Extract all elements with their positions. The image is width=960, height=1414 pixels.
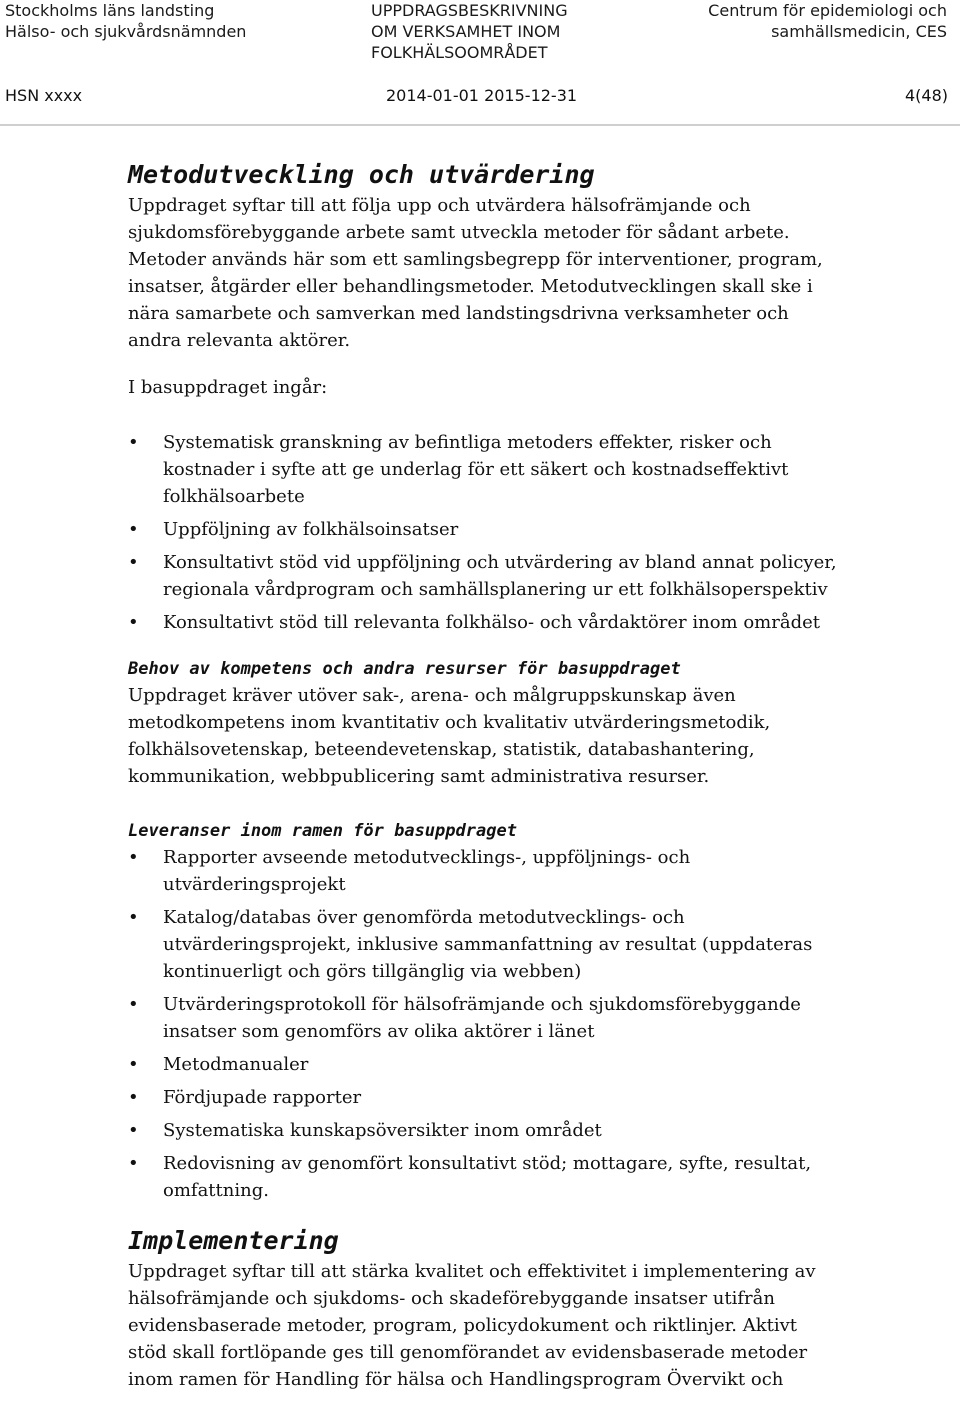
text-line: Uppföljning av folkhälsoinsatser	[163, 519, 459, 540]
bullet-icon: •	[128, 1087, 139, 1108]
header-dept-line-1: Centrum för epidemiologi och	[708, 1, 947, 20]
metodutveckling-paragraph	[128, 192, 948, 354]
header-doctype-line-1: UPPDRAGSBESKRIVNING	[371, 1, 568, 20]
text-line: Metodmanualer	[163, 1054, 309, 1075]
implementering-paragraph	[128, 1258, 948, 1393]
document-meta-row	[0, 85, 960, 109]
header-org-line-1: Stockholms läns landsting	[5, 1, 215, 20]
text-line: Utvärderingsprotokoll för hälsofrämjande och sjukdomsförebyggande	[163, 994, 801, 1015]
text-line: omfattning.	[163, 1180, 269, 1201]
text-line: Systematisk granskning av befintliga metoders effekter, risker och	[163, 432, 772, 453]
list-item	[128, 1084, 948, 1111]
section-title-metodutveckling: Metodutveckling och utvärdering	[128, 160, 595, 189]
basuppdrag-list	[128, 429, 948, 636]
bullet-icon: •	[128, 994, 139, 1015]
text-line: Rapporter avseende metodutvecklings-, uppföljnings- och	[163, 847, 691, 868]
text-line: folkhälsoarbete	[163, 486, 305, 507]
text-line: andra relevanta aktörer.	[128, 330, 351, 351]
text-line: sjukdomsförebyggande arbete samt utveckla metoder för sådant arbete.	[128, 222, 790, 243]
bullet-icon: •	[128, 432, 139, 453]
list-item	[128, 1117, 948, 1144]
behov-paragraph	[128, 682, 948, 790]
list-item	[128, 844, 948, 898]
text-line: kostnader i syfte att ge underlag för ett säkert och kostnadseffektivt	[163, 459, 789, 480]
text-line: insatser som genomförs av olika aktörer i länet	[163, 1021, 595, 1042]
page-header	[0, 0, 960, 64]
basuppdrag-intro: I basuppdraget ingår:	[128, 377, 328, 398]
text-line: nära samarbete och samverkan med landstingsdrivna verksamheter och	[128, 303, 789, 324]
page-number: 4(48)	[904, 86, 948, 105]
header-dept-line-2: samhällsmedicin, CES	[771, 22, 947, 41]
list-item	[128, 609, 948, 636]
text-line: insatser, åtgärder eller behandlingsmetoder. Metodutvecklingen skall ske i	[128, 276, 813, 297]
text-line: metodkompetens inom kvantitativ och kvalitativ utvärderingsmetodik,	[128, 712, 771, 733]
text-line: Uppdraget syftar till att följa upp och utvärdera hälsofrämjande och	[128, 195, 751, 216]
text-line: Konsultativt stöd till relevanta folkhälso- och vårdaktörer inom området	[163, 612, 820, 633]
section-title-behov: Behov av kompetens och andra resurser för basuppdraget	[128, 659, 681, 679]
list-item	[128, 1051, 948, 1078]
text-line: Uppdraget kräver utöver sak-, arena- och målgruppskunskap även	[128, 685, 736, 706]
text-line: kommunikation, webbpublicering samt administrativa resurser.	[128, 766, 710, 787]
bullet-icon: •	[128, 1120, 139, 1141]
text-line: Uppdraget syftar till att stärka kvalitet och effektivitet i implementering av	[128, 1261, 816, 1282]
bullet-icon: •	[128, 612, 139, 633]
section-title-implementering: Implementering	[128, 1226, 339, 1255]
bullet-icon: •	[128, 1054, 139, 1075]
text-line: inom ramen för Handling för hälsa och Handlingsprogram Övervikt och	[128, 1369, 784, 1390]
text-line: Konsultativt stöd vid uppföljning och utvärdering av bland annat policyer,	[163, 552, 837, 573]
text-line: Metoder används här som ett samlingsbegrepp för interventioner, program,	[128, 249, 823, 270]
text-line: hälsofrämjande och sjukdoms- och skadeförebyggande insatser utifrån	[128, 1288, 775, 1309]
bullet-icon: •	[128, 1153, 139, 1174]
text-line: stöd skall fortlöpande ges till genomförandet av evidensbaserade metoder	[128, 1342, 808, 1363]
header-org-line-2: Hälso- och sjukvårdsnämnden	[5, 22, 247, 41]
document-id: HSN xxxx	[5, 86, 83, 105]
text-line: utvärderingsprojekt	[163, 874, 346, 895]
text-line: utvärderingsprojekt, inklusive sammanfattning av resultat (uppdateras	[163, 934, 813, 955]
header-document-type	[371, 0, 568, 63]
header-divider	[0, 124, 960, 126]
header-organization	[5, 0, 246, 42]
bullet-icon: •	[128, 552, 139, 573]
bullet-icon: •	[128, 907, 139, 928]
document-body	[128, 158, 948, 1393]
section-title-leveranser: Leveranser inom ramen för basuppdraget	[128, 821, 517, 841]
text-line: Systematiska kunskapsöversikter inom området	[163, 1120, 602, 1141]
document-period: 2014-01-01 2015-12-31	[386, 86, 578, 105]
header-department	[708, 0, 947, 42]
text-line: kontinuerligt och görs tillgänglig via webben)	[163, 961, 582, 982]
leveranser-list	[128, 844, 948, 1204]
list-item	[128, 1150, 948, 1204]
header-doctype-line-3: FOLKHÄLSOOMRÅDET	[371, 43, 548, 62]
list-item	[128, 991, 948, 1045]
text-line: Fördjupade rapporter	[163, 1087, 362, 1108]
list-item	[128, 549, 948, 603]
bullet-icon: •	[128, 847, 139, 868]
bullet-icon: •	[128, 519, 139, 540]
text-line: folkhälsovetenskap, beteendevetenskap, statistik, databashantering,	[128, 739, 755, 760]
text-line: evidensbaserade metoder, program, policydokument och riktlinjer. Aktivt	[128, 1315, 798, 1336]
list-item	[128, 904, 948, 985]
text-line: Redovisning av genomfört konsultativt stöd; mottagare, syfte, resultat,	[163, 1153, 812, 1174]
text-line: regionala vårdprogram och samhällsplanering ur ett folkhälsoperspektiv	[163, 579, 828, 600]
text-line: Katalog/databas över genomförda metodutvecklings- och	[163, 907, 685, 928]
list-item	[128, 516, 948, 543]
list-item	[128, 429, 948, 510]
header-doctype-line-2: OM VERKSAMHET INOM	[371, 22, 561, 41]
